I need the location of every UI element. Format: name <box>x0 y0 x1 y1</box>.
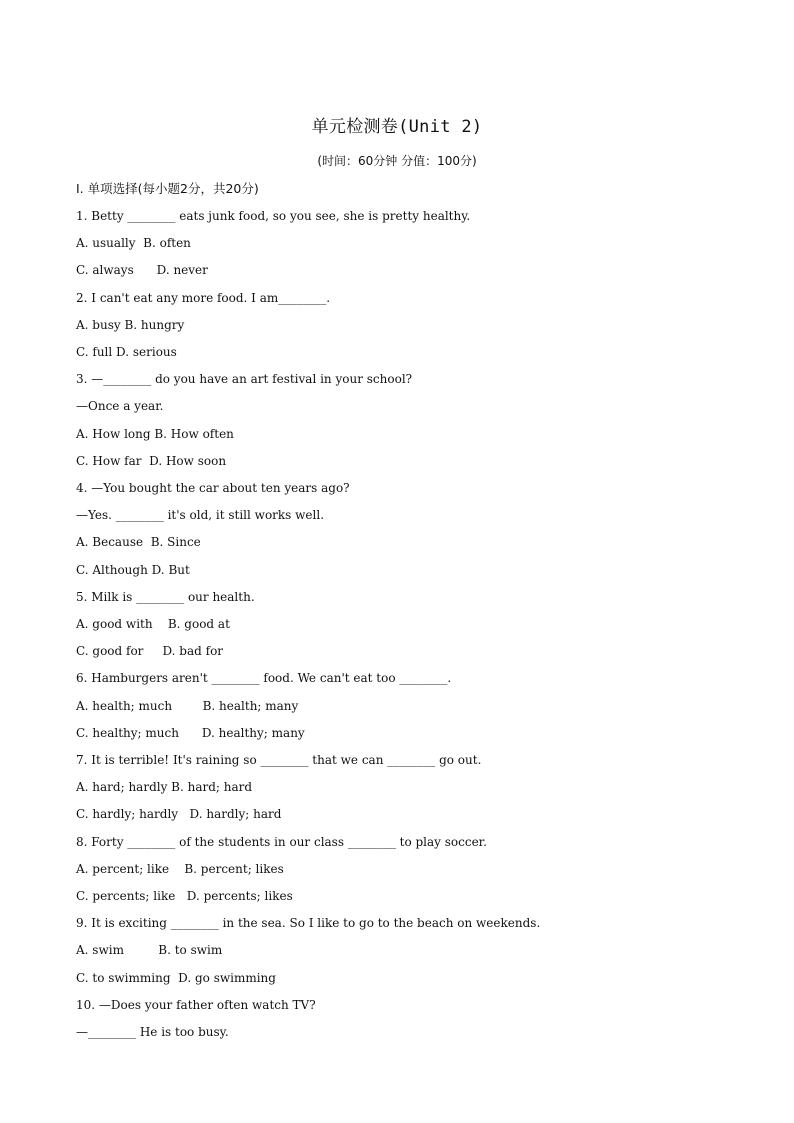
question-line: C. percents; like D. percents; likes <box>76 889 293 903</box>
time-score-info: (时间：60分钟 分值：100分) <box>317 154 477 168</box>
question-line: 5. Milk is ________ our health. <box>76 589 255 604</box>
question-line: A. swim B. to swim <box>76 943 223 958</box>
question-line: C. always D. never <box>76 263 208 278</box>
document-title: 单元检测卷(Unit 2) <box>311 117 483 137</box>
question-line: 3. —________ do you have an art festival in your school? <box>76 372 413 387</box>
question-line: A. Because B. Since <box>76 535 201 550</box>
question-line: C. full D. serious <box>76 345 177 359</box>
question-line: A. usually B. often <box>76 236 191 251</box>
question-line: 7. It is terrible! It's raining so ________ that we can ________ go out. <box>76 753 482 767</box>
question-line: A. How long B. How often <box>76 426 234 441</box>
question-line: —Once a year. <box>76 399 164 414</box>
question-line: A. good with B. good at <box>76 617 230 631</box>
question-line: C. How far D. How soon <box>76 453 227 468</box>
question-line: 8. Forty ________ of the students in our class ________ to play soccer. <box>76 834 487 849</box>
question-line: C. Although D. But <box>76 562 190 577</box>
question-line: A. percent; like B. percent; likes <box>76 861 284 876</box>
question-line: C. hardly; hardly D. hardly; hard <box>76 807 282 822</box>
question-line: A. hard; hardly B. hard; hard <box>76 780 253 795</box>
question-line: A. health; much B. health; many <box>76 698 299 713</box>
question-line: C. good for D. bad for <box>76 644 224 659</box>
question-line: 1. Betty ________ eats junk food, so you see, she is pretty healthy. <box>76 209 471 223</box>
question-line: 10. —Does your father often watch TV? <box>76 997 316 1012</box>
question-line: 6. Hamburgers aren't ________ food. We can't eat too ________. <box>76 671 452 686</box>
question-line: 9. It is exciting ________ in the sea. So I like to go to the beach on weekends. <box>76 916 541 931</box>
question-line: 4. —You bought the car about ten years ago? <box>76 481 350 495</box>
section-heading: Ⅰ. 单项选择(每小题2分，共20分) <box>76 181 259 196</box>
question-line: 2. I can't eat any more food. I am________. <box>76 290 331 305</box>
question-line: A. busy B. hungry <box>76 317 185 332</box>
question-line: —Yes. ________ it's old, it still works well. <box>76 508 325 523</box>
question-line: C. to swimming D. go swimming <box>76 970 276 985</box>
question-line: —________ He is too busy. <box>76 1025 229 1039</box>
question-line: C. healthy; much D. healthy; many <box>76 725 305 740</box>
